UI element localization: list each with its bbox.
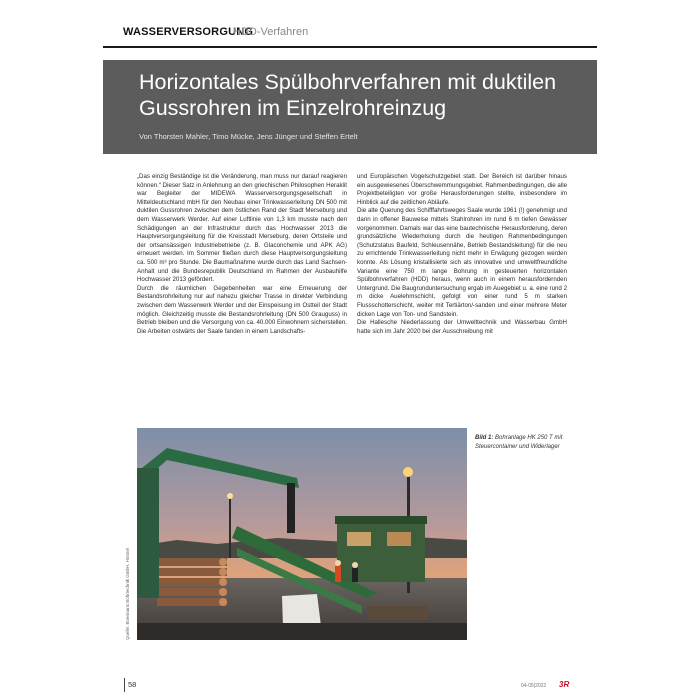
body-column-right [357, 173, 567, 336]
body-paragraph: Die alte Querung des Schifffahrtsweges Saale wurde 1961 (!) genehmigt und dann in offener Bauweise mittels Stahlrohren im rund 6 m tiefen Gewässer vorgenommen. Damals war das eine bautechnische Herausforderung, deren grundsätzliche Wiederholung durch die heutigen Rahmenbedingungen (Schutzstatus Baufeld, Schleusennähe, Betrieb Bestandsleitung) für die neu zu errichtende Trinkwasserleitung nicht mehr in Erwägung gezogen werden konnte. Als Lösung kristallisierte sich als innovative und umweltfreundliche Variante eine 750 m lange Bohrung in gesteuerten horizontalen Spülbohrverfahren (HDD) heraus, wenn auch in einem herausfordernden Untergrund. Die Baugrunduntersuchung ergab im Auegebiet u. a. eine rund 2 m dicke Auelehmschicht, gefolgt von einer rund 5 m starken Flussschotterschicht, weiter mit Tertiärton/-sanden und einer mehrere Meter dicken Lage von Ton- und Sandstein. [357, 207, 567, 318]
page-number: 58 [128, 680, 137, 689]
article-authors: Von Thorsten Mahler, Timo Mücke, Jens Jünger und Steffen Ertelt [139, 132, 358, 141]
issue-number: 04-05|2022 [521, 683, 547, 689]
section-subtitle: HDD-Verfahren [233, 26, 309, 38]
body-paragraph: Die Hallesche Niederlassung der Umwelttechnik und Wasserbau GmbH hatte sich im Jahr 2020 bei der Ausschreibung mit [357, 319, 567, 335]
body-paragraph: und Europäischen Vogelschutzgebiet statt. Der Bereich ist darüber hinaus ein ausgewiesenes Überschwemmungsgebiet. Rahmenbedingungen, die alle Projektbeteiligten vor große Herausforderungen stellte, insbesondere im Hinblick auf die zeitlichen Abläufe. [357, 173, 567, 206]
body-paragraph: „Das einzig Beständige ist die Veränderung, man muss nur darauf reagieren können.“ Dieser Satz in Anlehnung an den griechischen Philosophen Heraklit war Begleiter der MIDEWA Wasserversorgungsgesellschaft in Mitteldeutschland mbH für den Neubau einer Trinkwasserleitung DN 500 mit duktilen Gussrohren zwischen dem östlichen Rand der Stadt Merseburg und dem Wasserwerk Werder. Auf einer Luftlinie von 1,3 km musste nach den Schädigungen an der Infrastruktur durch das Hochwasser 2013 die Hauptversorgungsleitung für die Kreisstadt Merseburg, deren Ortsteile und der ortsansässigen Industriebetriebe (z. B. Glaconchemie und APK AG) erneuert werden. Im Sommer fließen durch diese Hauptversorgungsleitung ca. 500 m³ pro Stunde. Die Baumaßnahme wurde durch das Land Sachsen-Anhalt und die Bundesrepublik Deutschland im Rahmen der Ausbauhilfe Hochwasser 2013 gefördert. [137, 173, 347, 284]
section-header [103, 24, 597, 48]
body-paragraph: Durch die räumlichen Gegebenheiten war eine Erneuerung der Bestandsrohrleitung nur auf nahezu gleicher Trasse in direkter Verbindung zwischen dem Wasserwerk Werder und der Einspeisung im Ostteil der Stadt möglich. Gleichzeitig musste die Bestandsrohrleitung (DN 500 Grauguss) in Betrieb bleiben und die Versorgung von ca. 40.000 Einwohnern sicherstellen. Die Arbeiten ostwärts der Saale fanden in einem Landschafts- [137, 284, 347, 335]
photo-credit: Quelle: Boermans Bohrtechnik GmbH, Hörstel [125, 547, 130, 640]
caption-label: Bild 1: [475, 435, 494, 441]
drilling-rig-photo [137, 428, 467, 640]
section-title: WASSERVERSORGUNG [123, 26, 254, 38]
figure-caption [475, 434, 567, 452]
body-column-left [137, 173, 347, 336]
caption-text: Bohranlage HK 250 T mit Steuercontainer und Widerlager [475, 435, 563, 450]
title-banner [103, 60, 597, 154]
footer-rule [124, 678, 125, 692]
magazine-logo: 3R [559, 680, 570, 689]
article-title: Horizontales Spülbohrverfahren mit duktilen Gussrohren im Einzelrohreinzug [139, 70, 557, 120]
